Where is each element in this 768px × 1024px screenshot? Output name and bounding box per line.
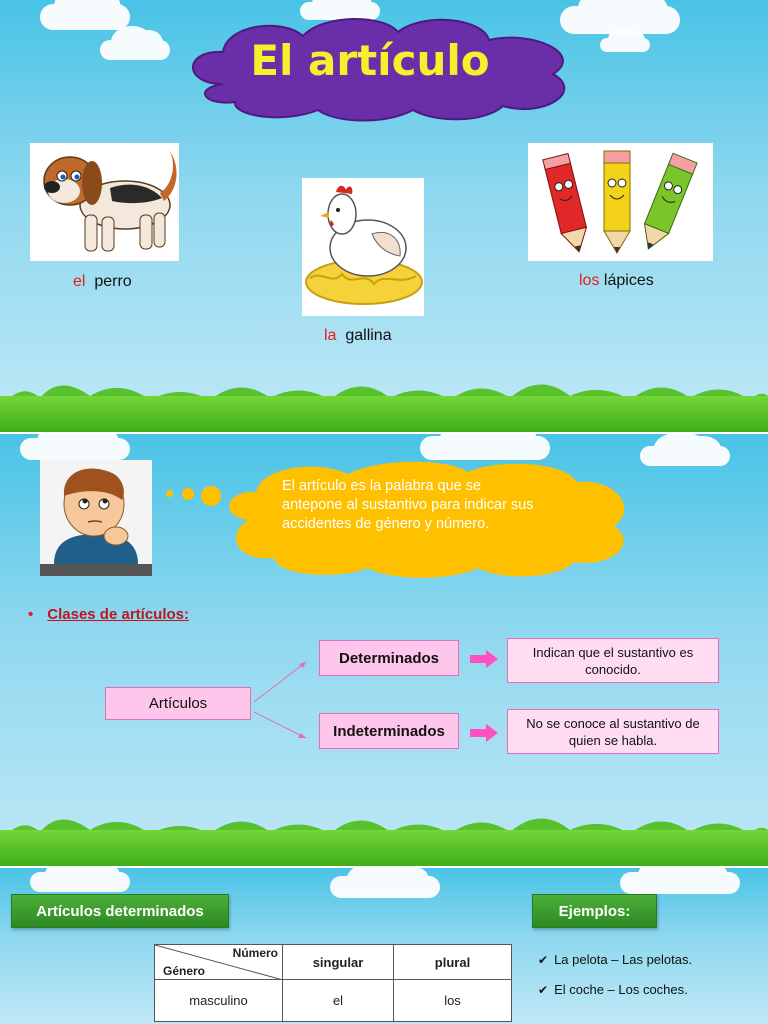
slide-intro bbox=[0, 0, 768, 432]
sky-cloud bbox=[330, 876, 440, 898]
article-word: el bbox=[73, 273, 86, 290]
grass-strip bbox=[0, 804, 768, 866]
indeterminados-description bbox=[507, 709, 719, 754]
articles-table bbox=[154, 944, 512, 1022]
table-cell: el bbox=[283, 980, 394, 1022]
noun-word: lápices bbox=[603, 272, 654, 289]
column-header: singular bbox=[283, 945, 394, 980]
articulos-box bbox=[105, 687, 251, 720]
corner-bottom-label: Género bbox=[163, 964, 206, 978]
sky-cloud bbox=[100, 40, 170, 60]
sky-cloud bbox=[640, 446, 730, 466]
right-arrow-icon bbox=[470, 650, 498, 668]
bullet-icon: • bbox=[28, 606, 34, 623]
indeterminados-box bbox=[319, 713, 459, 749]
definite-articles-heading-label: Artículos determinados bbox=[36, 902, 204, 920]
hen-image bbox=[302, 178, 424, 316]
examples-heading-label: Ejemplos: bbox=[558, 902, 631, 920]
determinados-label: Determinados bbox=[338, 649, 440, 667]
examples-list bbox=[538, 952, 692, 1012]
example-text: El coche – Los coches. bbox=[554, 982, 688, 997]
table-row bbox=[155, 980, 512, 1022]
checkmark-icon: ✔ bbox=[538, 983, 549, 997]
caption-perro bbox=[73, 273, 132, 291]
checkmark-icon: ✔ bbox=[538, 953, 549, 967]
grass-strip bbox=[0, 370, 768, 432]
branch-connectors bbox=[250, 656, 312, 746]
slide-definition bbox=[0, 434, 768, 866]
indeterminados-label: Indeterminados bbox=[333, 722, 445, 740]
thinking-boy-image bbox=[40, 460, 152, 576]
table-corner-cell bbox=[155, 945, 283, 980]
article-word: los bbox=[579, 272, 600, 289]
thought-dot bbox=[166, 490, 173, 497]
page-title: El artículo bbox=[250, 36, 490, 85]
table-cell: los bbox=[394, 980, 512, 1022]
determinados-description bbox=[507, 638, 719, 683]
noun-word: perro bbox=[94, 273, 132, 290]
sky-cloud bbox=[40, 4, 130, 30]
right-arrow-icon bbox=[470, 724, 498, 742]
column-header: plural bbox=[394, 945, 512, 980]
definition-text: El artículo es la palabra que se antepone al sustantivo para indicar sus accidentes de género y número. bbox=[282, 478, 534, 532]
sky-cloud bbox=[620, 872, 740, 894]
sky-cloud bbox=[420, 436, 550, 460]
caption-lapices bbox=[579, 272, 654, 290]
example-item bbox=[538, 982, 692, 997]
noun-word: gallina bbox=[345, 327, 392, 344]
determinados-box bbox=[319, 640, 459, 676]
sky-cloud bbox=[30, 872, 130, 892]
example-item bbox=[538, 952, 692, 967]
thought-dot bbox=[182, 488, 194, 500]
table-header-row bbox=[155, 945, 512, 980]
indeterminados-description-text: No se conoce al sustantivo de quien se habla. bbox=[526, 715, 700, 748]
examples-heading bbox=[532, 894, 657, 928]
classes-heading-label: Clases de artículos: bbox=[47, 606, 189, 623]
row-label: masculino bbox=[155, 980, 283, 1022]
classes-heading bbox=[28, 606, 189, 623]
pencils-image bbox=[528, 143, 713, 261]
article-word: la bbox=[324, 327, 337, 344]
caption-gallina bbox=[324, 327, 392, 345]
articulos-label: Artículos bbox=[148, 695, 208, 712]
example-text: La pelota – Las pelotas. bbox=[554, 952, 693, 967]
sky-cloud bbox=[600, 38, 650, 52]
sky-cloud bbox=[20, 438, 130, 460]
corner-top-label: Número bbox=[232, 946, 278, 960]
dog-image bbox=[30, 143, 179, 261]
determinados-description-text: Indican que el sustantivo es conocido. bbox=[532, 644, 694, 677]
slide-definite-articles bbox=[0, 868, 768, 1024]
definite-articles-heading bbox=[11, 894, 229, 928]
